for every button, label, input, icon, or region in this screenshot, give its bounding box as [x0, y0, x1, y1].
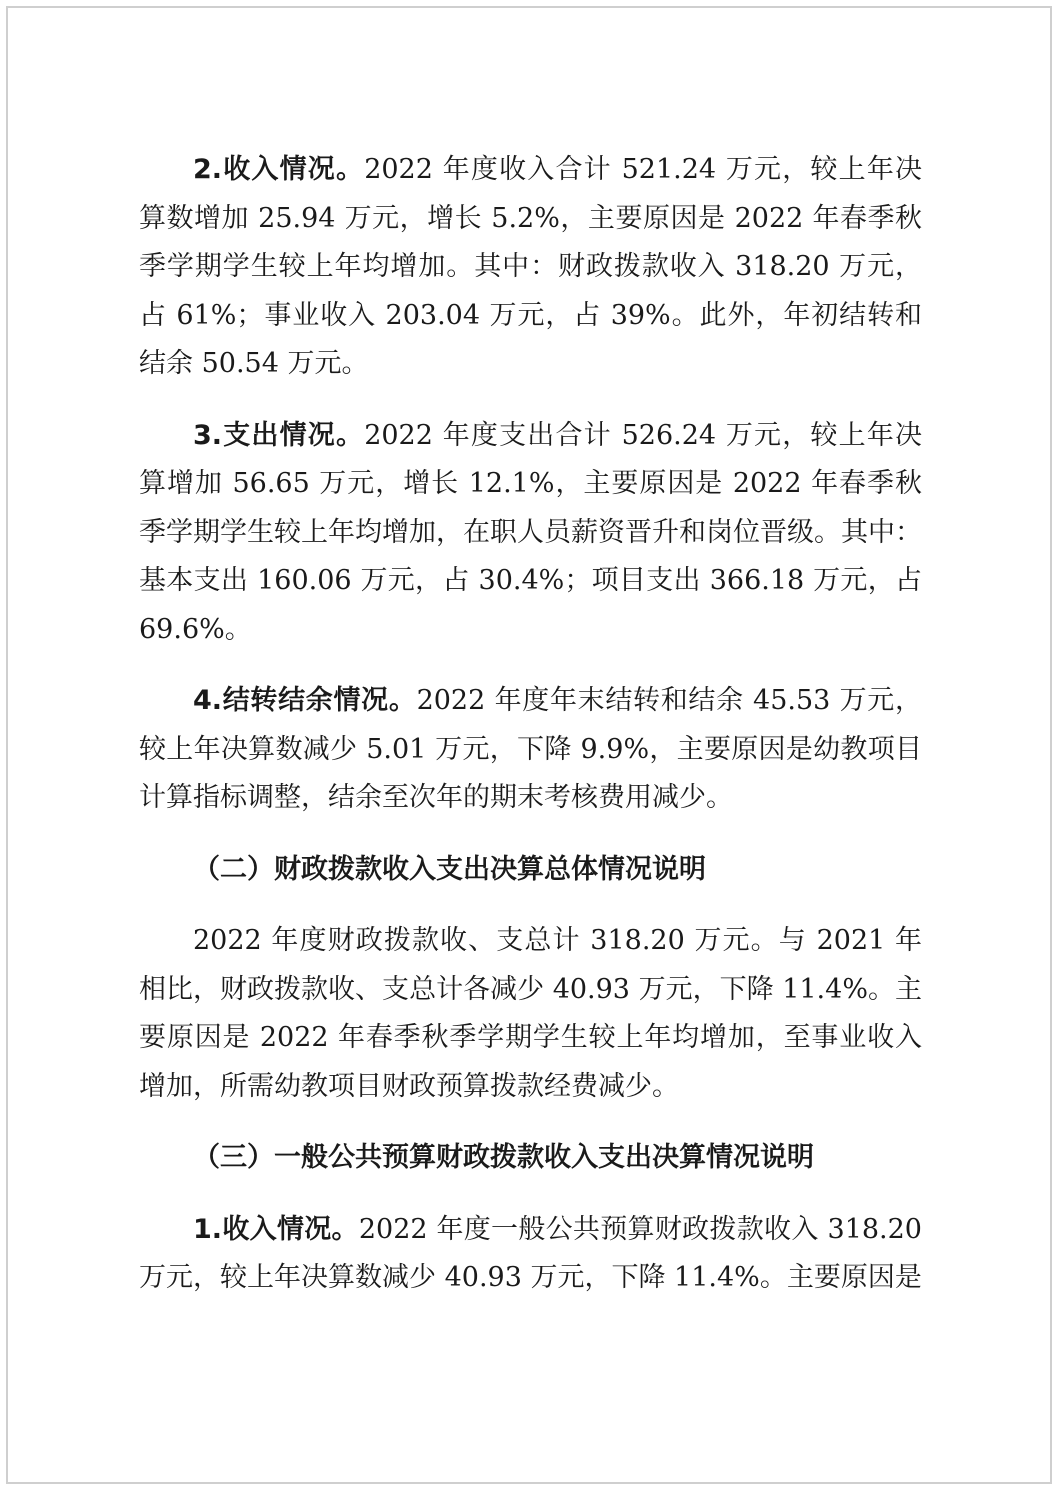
paragraph-income: [139, 146, 922, 389]
paragraph-fiscal-overview: [139, 917, 922, 1111]
paragraph-expenditure: [139, 412, 922, 655]
paragraph-lead: 1.收入情况。: [193, 1213, 359, 1245]
paragraph-text: 2022 年度一般公共预算财政拨款收入 318.20 万元，较上年决算数减少 40.93 万元，下降 11.4%。主要原因是: [139, 1213, 922, 1293]
paragraph-lead: 4.结转结余情况。: [193, 685, 417, 716]
paragraph-lead: 2.收入情况。: [193, 154, 365, 185]
paragraph-text: 2022 年度收入合计 521.24 万元，较上年决算数增加 25.94 万元，增长 5.2%，主要原因是 2022 年春季秋季学期学生较上年均增加。其中：财政拨款收入 318.20 万元，占 61%；事业收入 203.04 万元，占 39%。此外，年初结转和结余 50.54 万元。: [139, 154, 923, 379]
paragraph-text: 2022 年度年末结转和结余 45.53 万元，较上年决算数减少 5.01 万元，下降 9.9%，主要原因是幼教项目计算指标调整，结余至次年的期末考核费用减少。: [139, 685, 922, 813]
section-heading-fiscal-overview: （二）财政拨款收入支出决算总体情况说明: [193, 853, 706, 885]
paragraph-lead: 3.支出情况。: [193, 419, 365, 451]
paragraph-carryover: [139, 677, 922, 823]
paragraph-general-budget-income: [139, 1206, 922, 1303]
document-body: [139, 146, 922, 1303]
section-heading-general-budget: （三）一般公共预算财政拨款收入支出决算情况说明: [193, 1142, 814, 1173]
paragraph-text: 2022 年度财政拨款收、支总计 318.20 万元。与 2021 年相比，财政拨款收、支总计各减少 40.93 万元，下降 11.4%。主要原因是 2022 年春季秋季学期学生较上年均增加，至事业收入增加，所需幼教项目财政预算拨款经费减少。: [139, 925, 922, 1102]
paragraph-text: 2022 年度支出合计 526.24 万元，较上年决算增加 56.65 万元，增长 12.1%，主要原因是 2022 年春季秋季学期学生较上年均增加，在职人员薪资晋升和岗位晋级。其中：基本支出 160.06 万元，占 30.4%；项目支出 366.18 万元，占 69.6%。: [139, 419, 923, 645]
document-page: [6, 6, 1052, 1484]
